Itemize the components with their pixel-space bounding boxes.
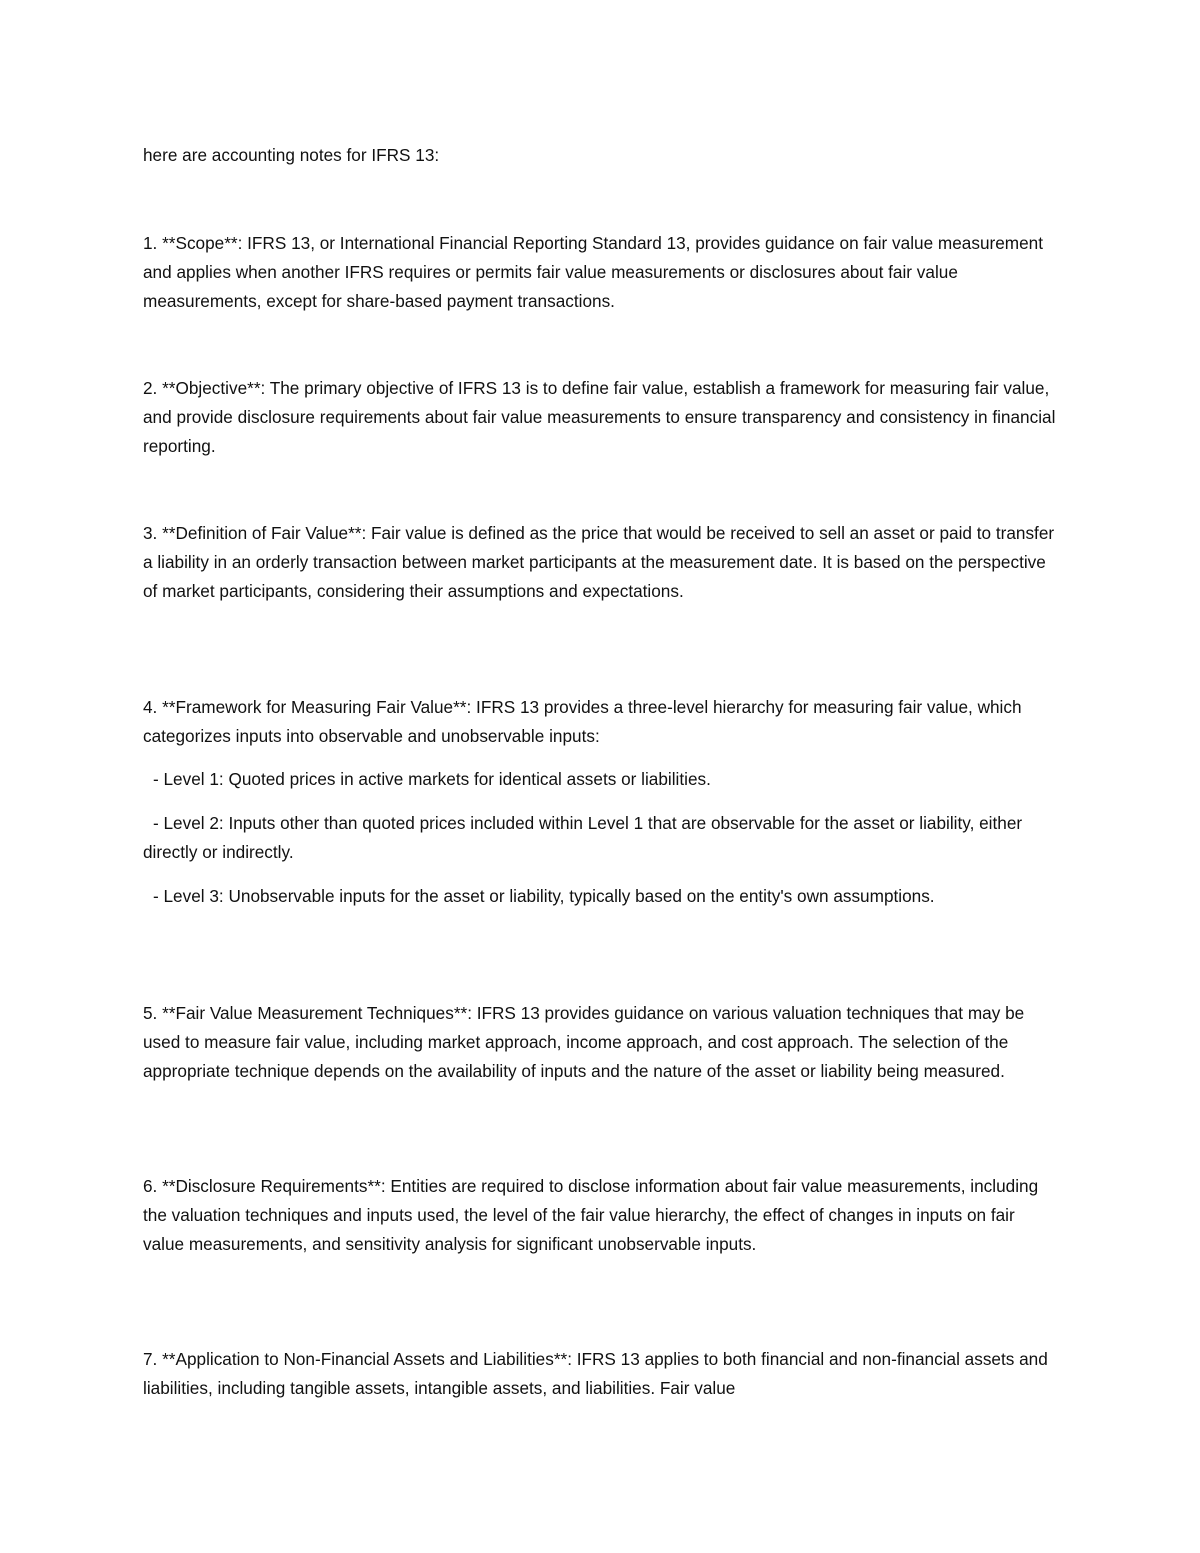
level-3-item: - Level 3: Unobservable inputs for the asset or liability, typically based on the entity's own assumptions. [153, 886, 935, 906]
note-measurement-techniques: 5. **Fair Value Measurement Techniques**: IFRS 13 provides guidance on various valuation techniques that may be used to measure fair value, including market approach, income approach, and cost approach. The selection of the appropriate technique depends on the availability of inputs and the nature of the asset or liability being measured. [143, 1003, 1025, 1081]
note-scope: 1. **Scope**: IFRS 13, or International Financial Reporting Standard 13, provides guidance on fair value measurement and applies when another IFRS requires or permits fair value measurements or disclosures about fair value measurements, except for share-based payment transactions. [143, 233, 1044, 311]
note-disclosure-requirements: 6. **Disclosure Requirements**: Entities are required to disclose information about fair value measurements, including the valuation techniques and inputs used, the level of the fair value hierarchy, the effect of changes in inputs on fair value measurements, and sensitivity analysis for significant unobservable inputs. [143, 1176, 1039, 1254]
level-2-item: - Level 2: Inputs other than quoted prices included within Level 1 that are observable for the asset or liability, either directly or indirectly. [143, 813, 1023, 862]
note-objective: 2. **Objective**: The primary objective of IFRS 13 is to define fair value, establish a framework for measuring fair value, and provide disclosure requirements about fair value measurements to ensure transparency and consistency in financial reporting. [143, 378, 1056, 456]
note-definition-fair-value: 3. **Definition of Fair Value**: Fair value is defined as the price that would be received to sell an asset or paid to transfer a liability in an orderly transaction between market participants at the measurement date. It is based on the perspective of market participants, considering their assumptions and expectations. [143, 523, 1055, 601]
intro-line: here are accounting notes for IFRS 13: [143, 145, 440, 165]
level-1-item: - Level 1: Quoted prices in active markets for identical assets or liabilities. [153, 769, 711, 789]
note-application-non-financial: 7. **Application to Non-Financial Assets and Liabilities**: IFRS 13 applies to both financial and non-financial assets and liabilities, including tangible assets, intangible assets, and liabilities. Fair value [143, 1349, 1048, 1398]
note-framework: 4. **Framework for Measuring Fair Value**: IFRS 13 provides a three-level hierarchy for measuring fair value, which categorizes inputs into observable and unobservable inputs: [143, 697, 1022, 746]
